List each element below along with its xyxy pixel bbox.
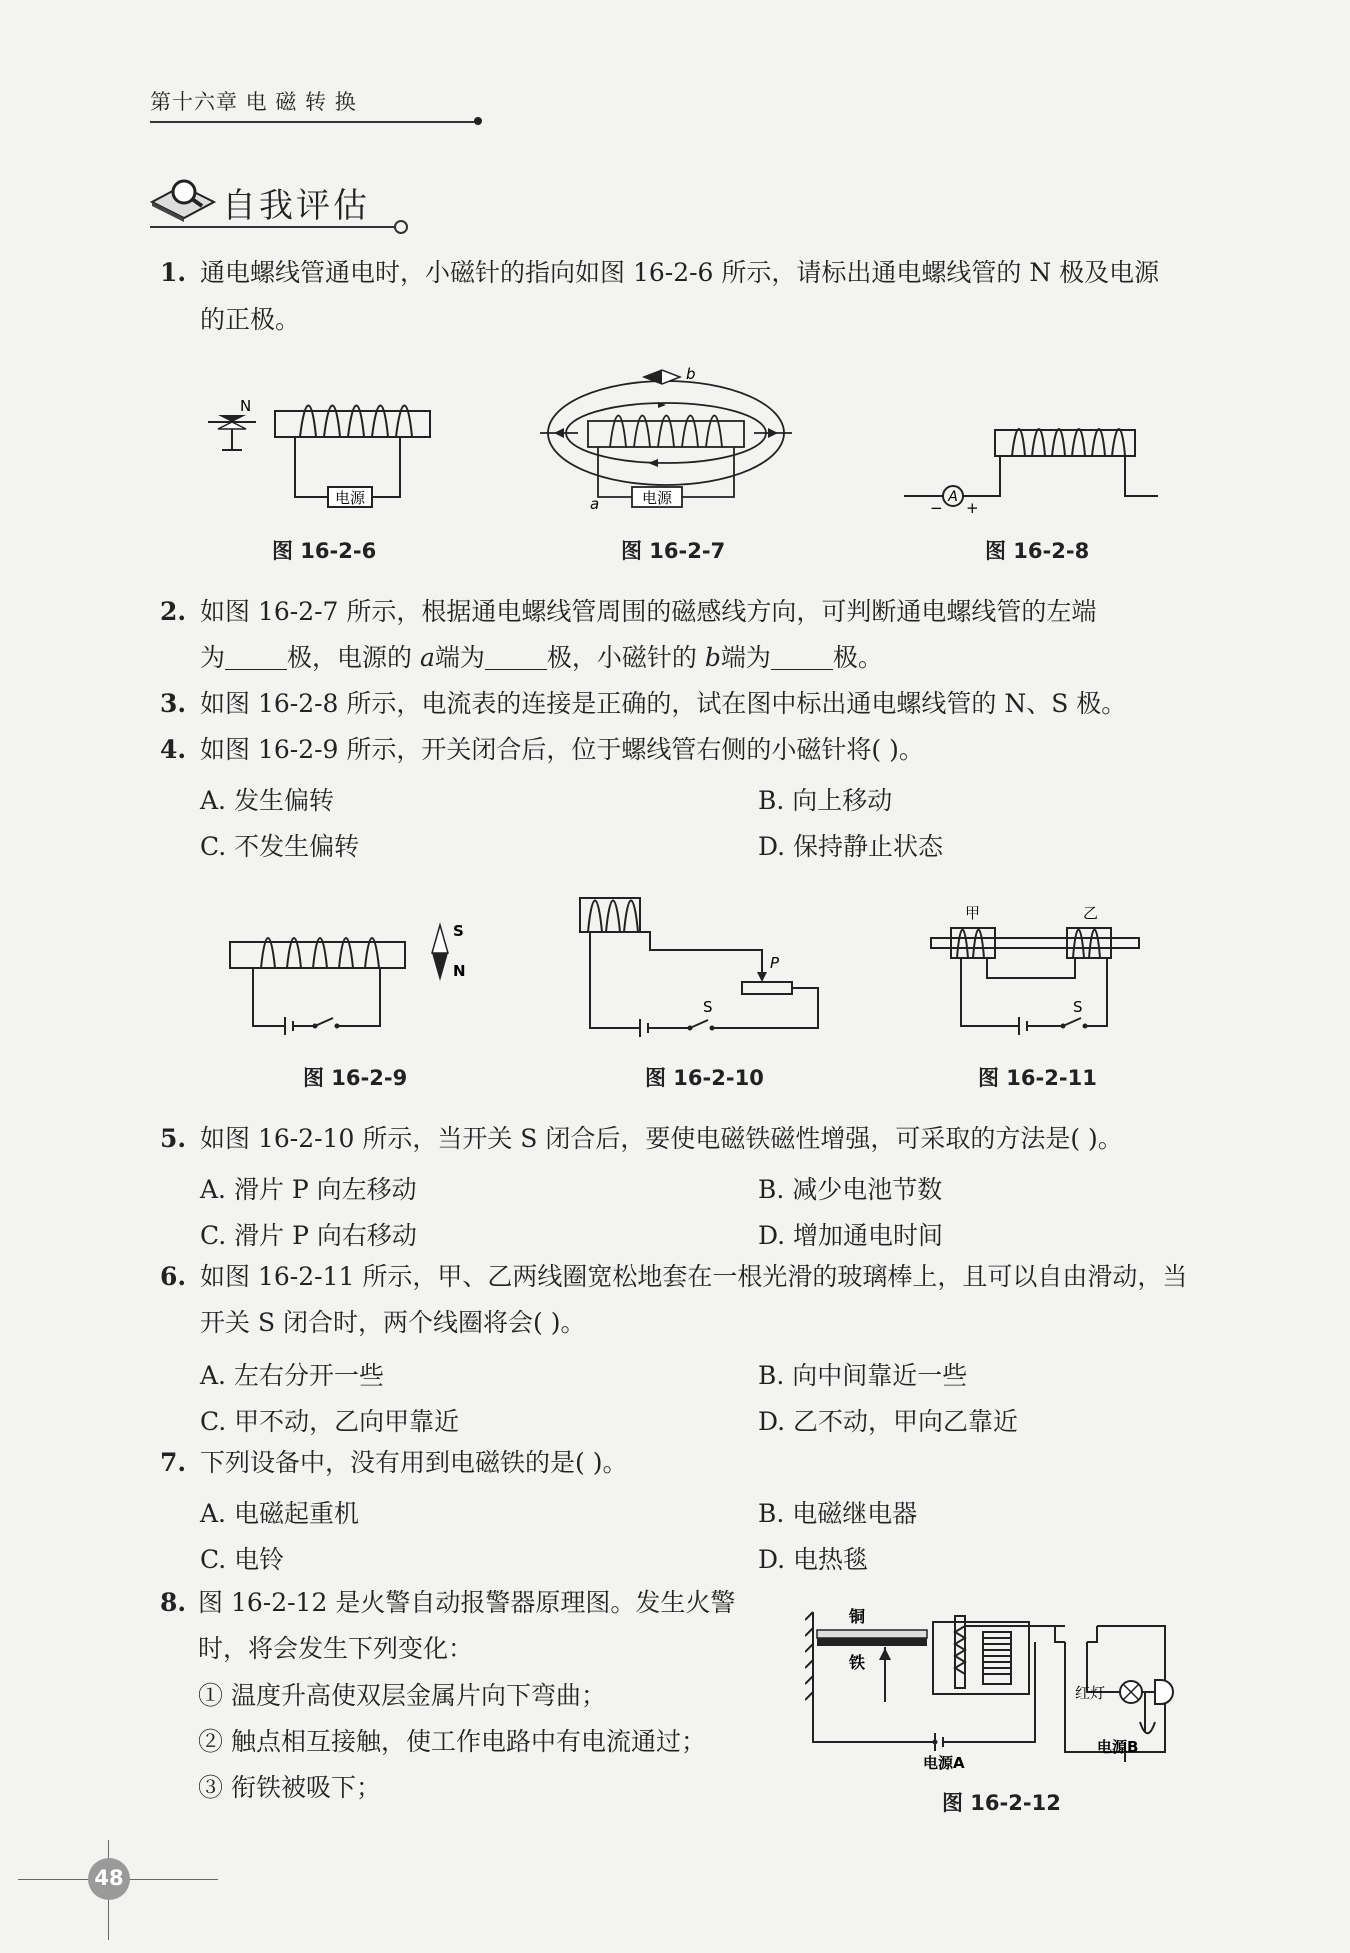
q7-option-d[interactable]: D. 电热毯	[758, 1545, 869, 1574]
q4-option-d[interactable]: D. 保持静止状态	[758, 832, 944, 861]
q1-line2: 的正极。	[200, 305, 301, 334]
q2-line2: 为 极，电源的 a端为 极，小磁针的 b端为 极。	[200, 643, 883, 672]
q5-text: 如图 16-2-10 所示，当开关 S 闭合后，要使电磁铁磁性增强，可采取的方法是( )。	[200, 1124, 1123, 1153]
fig1c-minus: −	[930, 499, 943, 517]
figure-16-2-6	[200, 395, 450, 515]
fig1b-power-label: 电源	[641, 489, 673, 507]
q8-step-2: ② 触点相互接触，使工作电路中有电流通过；	[198, 1727, 706, 1756]
caption-16-2-7: 图 16-2-7	[621, 539, 726, 563]
fig2c-yi: 乙	[1083, 904, 1099, 922]
fig3-iron-label: 铁	[849, 1653, 866, 1672]
q1-line1: 通电螺线管通电时，小磁针的指向如图 16-2-6 所示，请标出通电螺线管的 N 极及电源	[200, 258, 1160, 287]
figure-16-2-11	[925, 900, 1145, 1040]
section-rule	[150, 226, 396, 228]
q6-line1: 如图 16-2-11 所示，甲、乙两线圈宽松地套在一根光滑的玻璃棒上，且可以自由滑动，当	[200, 1262, 1188, 1291]
q6-number: 6.	[160, 1262, 187, 1291]
fig2c-s: S	[1073, 998, 1083, 1016]
fig1a-needle-n: N	[240, 397, 252, 415]
q8-line1: 图 16-2-12 是火警自动报警器原理图。发生火警	[198, 1588, 736, 1617]
header-dot	[474, 117, 482, 125]
q3-text: 如图 16-2-8 所示，电流表的连接是正确的，试在图中标出通电螺线管的 N、S 极。	[200, 689, 1127, 718]
caption-16-2-11: 图 16-2-11	[978, 1066, 1097, 1090]
caption-16-2-8: 图 16-2-8	[985, 539, 1090, 563]
fig2b-s: S	[703, 998, 713, 1016]
magnifier-icon	[148, 172, 218, 222]
page-number: 48	[94, 1866, 124, 1890]
q8-step-1: ① 温度升高使双层金属片向下弯曲；	[198, 1681, 606, 1710]
fig1c-ammeter: A	[948, 489, 958, 505]
q8-number: 8.	[160, 1588, 187, 1617]
figure-16-2-8	[900, 420, 1160, 520]
caption-16-2-10: 图 16-2-10	[645, 1066, 764, 1090]
q1-number: 1.	[160, 258, 187, 287]
q2-blank-2[interactable]	[485, 645, 547, 670]
q2-blank-3[interactable]	[771, 645, 833, 670]
q5-option-a[interactable]: A. 滑片 P 向左移动	[200, 1175, 417, 1204]
q7-text: 下列设备中，没有用到电磁铁的是( )。	[200, 1448, 628, 1477]
q7-option-a[interactable]: A. 电磁起重机	[200, 1499, 359, 1528]
q4-option-a[interactable]: A. 发生偏转	[200, 786, 334, 815]
q3-number: 3.	[160, 689, 187, 718]
q4-text: 如图 16-2-9 所示，开关闭合后，位于螺线管右侧的小磁针将( )。	[200, 735, 924, 764]
q4-option-b[interactable]: B. 向上移动	[758, 786, 893, 815]
section-title: 自我评估	[222, 186, 370, 226]
q4-number: 4.	[160, 735, 187, 764]
chapter-header: 第十六章 电 磁 转 换	[150, 90, 357, 114]
q6-option-d[interactable]: D. 乙不动，甲向乙靠近	[758, 1407, 1019, 1436]
q6-option-a[interactable]: A. 左右分开一些	[200, 1361, 384, 1390]
fig2b-p: P	[770, 954, 780, 972]
caption-16-2-6: 图 16-2-6	[272, 539, 377, 563]
caption-16-2-12: 图 16-2-12	[942, 1791, 1061, 1815]
figure-16-2-12	[805, 1602, 1225, 1782]
q6-option-c[interactable]: C. 甲不动，乙向甲靠近	[200, 1407, 460, 1436]
fig2c-jia: 甲	[965, 904, 981, 922]
q5-option-b[interactable]: B. 减少电池节数	[758, 1175, 943, 1204]
q2-blank-1[interactable]	[225, 645, 287, 670]
fig3-lamp-label: 红灯	[1074, 1684, 1105, 1702]
figure-16-2-7	[538, 365, 798, 515]
fig1c-plus: +	[966, 499, 979, 517]
fig2a-n: N	[453, 962, 466, 980]
fig1b-b-label: b	[686, 365, 696, 383]
q7-option-b[interactable]: B. 电磁继电器	[758, 1499, 918, 1528]
q4-option-c[interactable]: C. 不发生偏转	[200, 832, 360, 861]
fig3-copper-label: 铜	[849, 1607, 866, 1626]
q2-line1: 如图 16-2-7 所示，根据通电螺线管周围的磁感线方向，可判断通电螺线管的左端	[200, 597, 1097, 626]
q6-line2: 开关 S 闭合时，两个线圈将会( )。	[200, 1308, 586, 1337]
figure-16-2-9	[225, 920, 485, 1040]
figure-16-2-10	[570, 890, 830, 1040]
fig2a-s: S	[453, 922, 464, 940]
q2-number: 2.	[160, 597, 187, 626]
header-rule	[150, 121, 478, 123]
q6-option-b[interactable]: B. 向中间靠近一些	[758, 1361, 968, 1390]
caption-16-2-9: 图 16-2-9	[303, 1066, 408, 1090]
fig1a-power-label: 电源	[334, 489, 366, 507]
fig3-powerA-label: 电源A	[923, 1754, 965, 1772]
section-ring	[394, 220, 408, 234]
q5-option-c[interactable]: C. 滑片 P 向右移动	[200, 1221, 417, 1250]
q5-number: 5.	[160, 1124, 187, 1153]
fig3-powerB-label: 电源B	[1097, 1738, 1139, 1756]
q7-number: 7.	[160, 1448, 187, 1477]
q8-line2: 时，将会发生下列变化：	[198, 1634, 474, 1663]
q8-step-3: ③ 衔铁被吸下；	[198, 1773, 381, 1802]
q7-option-c[interactable]: C. 电铃	[200, 1545, 285, 1574]
fig1b-a-label: a	[590, 495, 600, 513]
q5-option-d[interactable]: D. 增加通电时间	[758, 1221, 944, 1250]
